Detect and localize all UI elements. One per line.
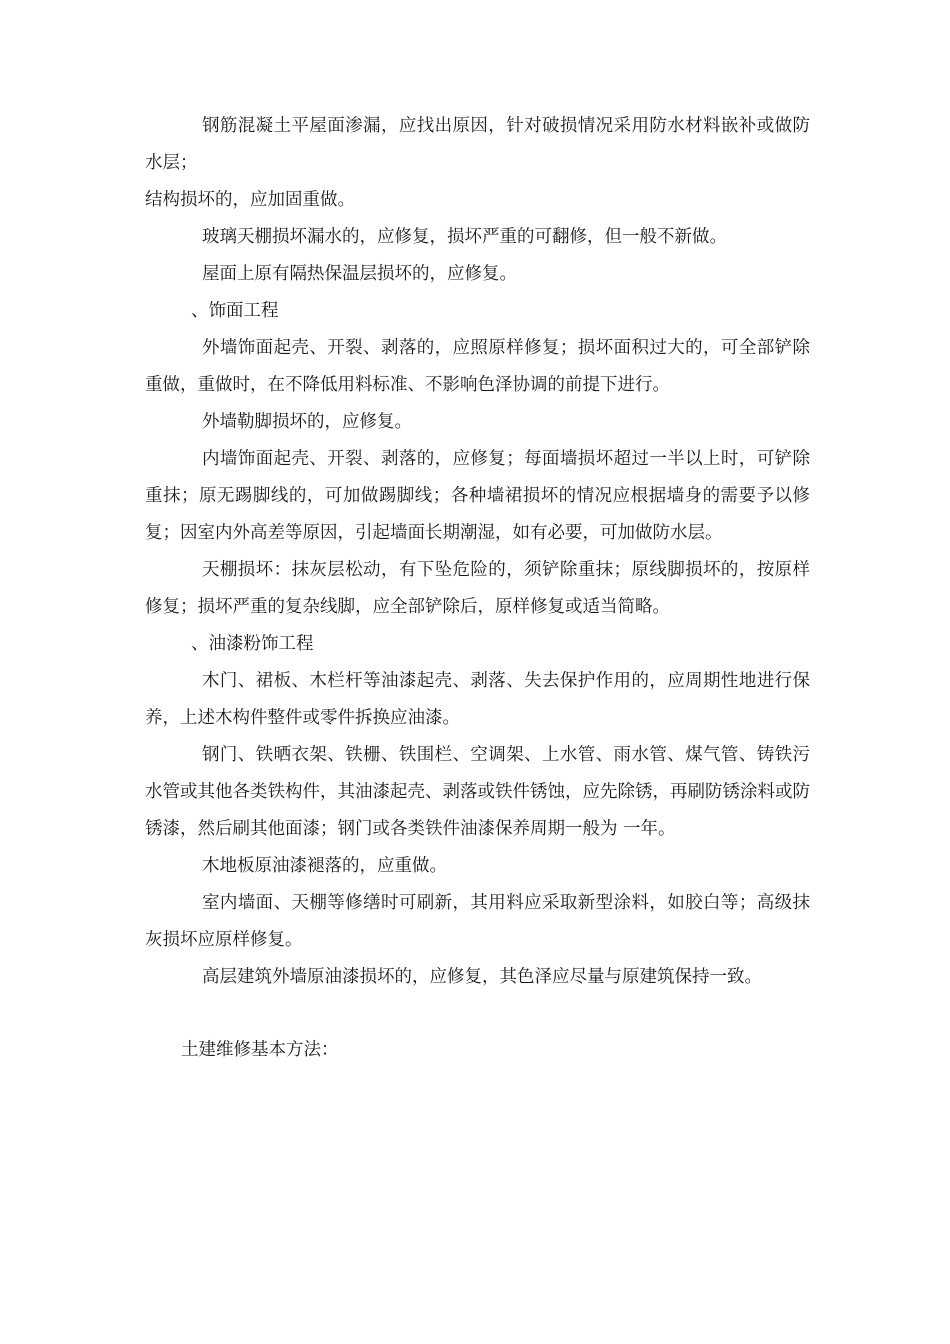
section-heading-painting: 、油漆粉饰工程 — [191, 634, 314, 654]
section-spacer — [145, 996, 810, 1032]
methods-heading: 土建维修基本方法： — [181, 1040, 339, 1060]
paragraph-plinth: 外墙勒脚损坏的，应修复。 — [202, 412, 412, 432]
paragraph-interior-finish: 内墙饰面起壳、开裂、剥落的，应修复；每面墙损坏超过一半以上时，可铲除重抹；原无踢脚线的，可加做踢脚线；各种墙裙损坏的情况应根据墙身的需要予以修复；因室内外高差等原因，引起墙面长期潮湿，如有必要，可加做防水层。 — [145, 449, 810, 543]
document-body — [145, 108, 810, 1069]
paragraph-exterior-finish: 外墙饰面起壳、开裂、剥落的，应照原样修复；损坏面积过大的，可全部铲除重做，重做时，在不降低用料标准、不影响色泽协调的前提下进行。 — [145, 338, 810, 395]
paragraph-insulation: 屋面上原有隔热保温层损坏的，应修复。 — [202, 264, 517, 284]
paragraph-ceiling-damage: 天棚损坏：抹灰层松动，有下坠危险的，须铲除重抹；原线脚损坏的，按原样修复；损坏严重的复杂线脚，应全部铲除后，原样修复或适当简略。 — [145, 560, 810, 617]
section-heading-finishing: 、饰面工程 — [191, 301, 279, 321]
paragraph-glass-ceiling: 玻璃天棚损坏漏水的，应修复，损坏严重的可翻修，但一般不新做。 — [202, 227, 727, 247]
paragraph-highrise-exterior: 高层建筑外墙原油漆损坏的，应修复，其色泽应尽量与原建筑保持一致。 — [202, 967, 762, 987]
paragraph-wood-paint: 木门、裙板、木栏杆等油漆起壳、剥落、失去保护作用的，应周期性地进行保养，上述木构件整件或零件拆换应油漆。 — [145, 671, 810, 728]
paragraph-iron-paint: 钢门、铁晒衣架、铁栅、铁围栏、空调架、上水管、雨水管、煤气管、铸铁污水管或其他各类铁构件，其油漆起壳、剥落或铁件锈蚀，应先除锈，再刷防锈涂料或防锈漆，然后刷其他面漆；钢门或各类铁件油漆保养周期一般为 一年。 — [145, 745, 810, 839]
paragraph-interior-wall-renew: 室内墙面、天棚等修缮时可刷新，其用料应采取新型涂料，如胶白等；高级抹灰损坏应原样修复。 — [145, 893, 810, 950]
paragraph-structure-damage: 结构损坏的，应加固重做。 — [145, 190, 355, 210]
paragraph-roof-leak: 钢筋混凝土平屋面渗漏，应找出原因，针对破损情况采用防水材料嵌补或做防水层； — [145, 116, 810, 173]
paragraph-wood-floor: 木地板原油漆褪落的，应重做。 — [202, 856, 447, 876]
